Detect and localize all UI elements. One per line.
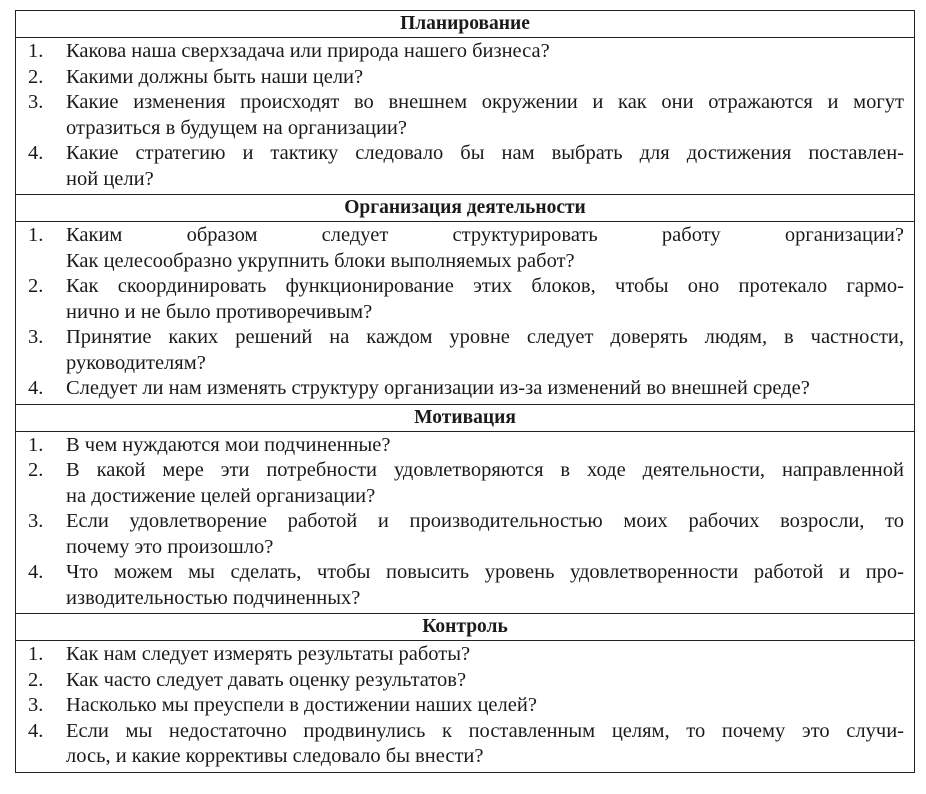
question-text — [66, 668, 914, 694]
section-title: Планирование — [16, 11, 914, 38]
question-item — [16, 433, 914, 459]
section-body — [16, 641, 914, 772]
question-item — [16, 642, 914, 668]
question-number: 2. — [28, 275, 44, 297]
question-text — [66, 65, 914, 91]
question-number: 3. — [28, 326, 44, 348]
question-line: нично и не было противоречивым? — [66, 300, 373, 323]
question-line: на достижение целей организации? — [66, 484, 376, 507]
question-text — [66, 719, 914, 770]
question-line: почему это произошло? — [66, 535, 274, 558]
section-body — [16, 222, 914, 405]
section-body — [16, 432, 914, 615]
question-text — [66, 376, 914, 402]
section-title: Организация деятельности — [16, 195, 914, 222]
question-number: 2. — [28, 459, 44, 481]
question-line: Как скоординировать функционирование этих блоков, чтобы оно протекало гармо- — [66, 275, 904, 297]
question-number: 4. — [28, 142, 44, 164]
question-number: 1. — [28, 40, 44, 62]
question-line: лось, и какие коррективы следовало бы внести? — [66, 745, 484, 767]
question-number: 1. — [28, 433, 44, 456]
question-item — [16, 668, 914, 694]
question-line: Какими должны быть наши цели? — [66, 65, 364, 88]
question-item — [16, 65, 914, 91]
question-number: 2. — [28, 668, 44, 691]
question-item — [16, 223, 914, 274]
question-text — [66, 458, 914, 509]
question-number: 3. — [28, 510, 44, 532]
question-line: Следует ли нам изменять структуру организации из-за изменений во внешней среде? — [66, 377, 810, 399]
question-line: Как часто следует давать оценку результатов? — [66, 668, 467, 691]
question-text — [66, 274, 914, 325]
question-line: изводительностью подчиненных? — [66, 586, 361, 609]
question-item — [16, 560, 914, 611]
question-text — [66, 560, 914, 611]
question-text — [66, 141, 914, 192]
question-line: Какие стратегию и тактику следовало бы нам выбрать для достижения поставлен- — [66, 142, 904, 164]
question-number: 4. — [28, 719, 44, 742]
question-line: ной цели? — [66, 167, 154, 190]
question-line: Принятие каких решений на каждом уровне следует доверять людям, в частности, — [66, 326, 904, 348]
question-number: 2. — [28, 65, 44, 88]
question-item — [16, 509, 914, 560]
question-item — [16, 325, 914, 376]
question-number: 3. — [28, 694, 44, 716]
question-item — [16, 458, 914, 509]
question-line: Какова наша сверхзадача или природа нашего бизнеса? — [66, 40, 550, 62]
question-number: 4. — [28, 561, 44, 583]
question-number: 3. — [28, 91, 44, 113]
question-item — [16, 141, 914, 192]
question-line: Если мы недостаточно продвинулись к поставленным целям, то почему это случи- — [66, 719, 904, 742]
question-number: 4. — [28, 377, 44, 399]
question-line: В какой мере эти потребности удовлетворяются в ходе деятельности, направленной — [66, 459, 904, 481]
question-line: Как целесообразно укрупнить блоки выполняемых работ? — [66, 249, 575, 272]
question-line: Как нам следует измерять результаты работы? — [66, 643, 471, 665]
question-item — [16, 274, 914, 325]
question-text — [66, 693, 914, 719]
section-body — [16, 38, 914, 195]
question-item — [16, 39, 914, 65]
questions-table — [15, 10, 915, 773]
question-number: 1. — [28, 224, 44, 246]
question-line: Если удовлетворение работой и производительностью моих рабочих возросли, то — [66, 510, 904, 532]
question-text — [66, 325, 914, 376]
question-line: В чем нуждаются мои подчиненные? — [66, 433, 391, 456]
question-item — [16, 719, 914, 770]
question-line: Каким образом следует структурировать работу организации? — [66, 224, 904, 246]
section-title: Мотивация — [16, 405, 914, 432]
section-title: Контроль — [16, 614, 914, 641]
question-line: Что можем мы сделать, чтобы повысить уровень удовлетворенности работой и про- — [66, 561, 904, 583]
question-line: Насколько мы преуспели в достижении наших целей? — [66, 694, 537, 716]
question-text — [66, 509, 914, 560]
question-item — [16, 90, 914, 141]
question-line: Какие изменения происходят во внешнем окружении и как они отражаются и могут — [66, 91, 904, 113]
question-item — [16, 693, 914, 719]
question-text — [66, 223, 914, 274]
question-text — [66, 642, 914, 668]
question-text — [66, 433, 914, 459]
question-line: руководителям? — [66, 351, 206, 374]
question-line: отразиться в будущем на организации? — [66, 116, 407, 139]
question-number: 1. — [28, 643, 44, 665]
question-text — [66, 90, 914, 141]
question-item — [16, 376, 914, 402]
question-text — [66, 39, 914, 65]
